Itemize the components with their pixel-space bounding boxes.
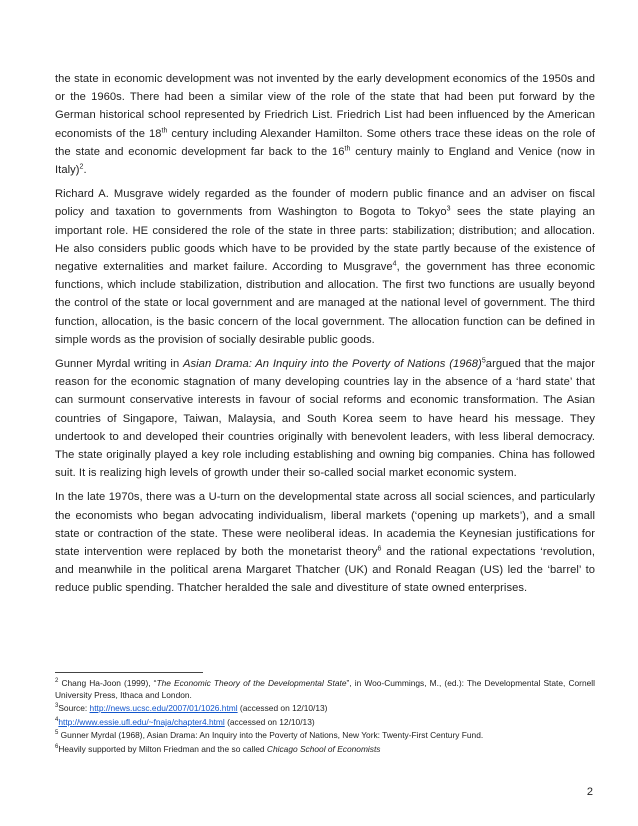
footnote-6 bbox=[55, 744, 595, 756]
text-run: and the rational expectations ‘revolution, and meanwhile in the political arena Margaret Thatcher (UK) and Ronald Reagan (US) led the ‘barrel’ to reduce public spending. Thatcher heralded the sale and divestiture of state owned enterprises. bbox=[55, 546, 595, 595]
text-run: Chang Ha-Joon (1999), “ bbox=[58, 678, 157, 688]
footnote-2 bbox=[55, 678, 595, 701]
italic-text: Chicago School of Economists bbox=[266, 743, 381, 754]
text-run: (accessed on 12/10/13) bbox=[237, 703, 328, 714]
footnote-marker: 3 bbox=[446, 205, 451, 213]
text-run: Richard A. Musgrave widely regarded as the founder of modern public finance and an adviser on fiscal policy and taxation to governments from Washington to Bogota to Tokyo bbox=[55, 188, 595, 219]
italic-text: The Economic Theory of the Developmental State bbox=[156, 678, 347, 688]
footnote-marker: 5 bbox=[55, 730, 59, 737]
italic-text: Asian Drama: An Inquiry into the Poverty of Nations (1968) bbox=[182, 358, 482, 371]
text-run: Source: bbox=[58, 703, 90, 714]
text-run: Gunner Myrdal (1968), Asian Drama: An Inquiry into the Poverty of Nations, New York: Twenty-First Century Fund. bbox=[58, 730, 484, 741]
text-run: argued that the major reason for the economic stagnation of many developing countries lay in the absence of a ‘hard state’ that can surmount conservative interests in favour of social reforms and economic transformation. The Asian countries of Singapore, Taiwan, Malaysia, and South Korea seem to have heard his message. They undertook to and developed their countries originally with benevolent leaders, with less liberal democracy. The state originally played a key role including establishing and owning big companies. China has followed suit. It is realizing high levels of growth under their so-called social market economic system. bbox=[55, 358, 595, 480]
footnote-marker: 2 bbox=[55, 678, 59, 685]
reference-link[interactable]: http://www.essie.ufl.edu/~fnaja/chapter4.html bbox=[58, 716, 225, 727]
footnote-marker: 4 bbox=[392, 260, 397, 268]
text-run: In the late 1970s, there was a U-turn on the developmental state across all social sciences, and particularly the economists who began advocating individualism, liberal markets (‘opening up markets’), and a small state or contraction of the state. These were neoliberal ideas. In academia the Keynesian justifications for state intervention were replaced by both the monetarist theory bbox=[55, 491, 595, 559]
text-run: century mainly to England and Venice (now in Italy) bbox=[55, 145, 595, 177]
text-run: , the government has three economic functions, which include stabilization, distribution and allocation. The first two functions are usually beyond the control of the state or local government and are managed at the national level of government. The third function, allocation, is the basic concern of the local government. The allocation function can be defined in simple words as the provision of socially desirable public goods. bbox=[55, 261, 595, 346]
paragraph-musgrave bbox=[55, 185, 595, 349]
footnote-marker: th bbox=[344, 145, 351, 153]
footnote-5 bbox=[55, 730, 595, 742]
text-run: ”, in Woo-Cummings, M., (ed.): The Developmental State, Cornell University Press, Ithaca and London. bbox=[55, 678, 595, 700]
footnote-marker: 3 bbox=[55, 703, 59, 710]
body-text bbox=[55, 70, 595, 604]
paragraph-state-development bbox=[55, 70, 595, 179]
text-run: century including Alexander Hamilton. Some others trace these ideas on the role of the state and economic development far back to the 16 bbox=[55, 127, 596, 158]
text-run: the state in economic development was not invented by the early development economics of the 1950s and or the 1960s. There had been a similar view of the role of the state that had been put forward by the German historical school represented by Friedrich List. Friedrich List had been influenced by the American economists of the 18 bbox=[55, 73, 595, 140]
paragraph-myrdal bbox=[55, 355, 595, 482]
text-run: Gunner Myrdal writing in bbox=[55, 358, 183, 371]
text-run: . bbox=[83, 164, 87, 177]
footnote-marker: 5 bbox=[481, 357, 486, 365]
footnote-marker: 6 bbox=[377, 545, 382, 553]
paragraph-neoliberal-turn bbox=[55, 488, 595, 597]
reference-link[interactable]: http://news.ucsc.edu/2007/01/1026.html bbox=[89, 703, 238, 714]
footnote-separator bbox=[55, 672, 203, 673]
text-run: sees the state playing an important role. HE considered the role of the state in three parts: stabilization; distribution; and allocation. He also considers public goods which have to be provided by the state partly because of the existence of negative externalities and market failure. According to Musgrave bbox=[55, 206, 595, 274]
footnote-4 bbox=[55, 717, 595, 729]
footnote-marker: 4 bbox=[55, 716, 59, 723]
footnote-3 bbox=[55, 703, 595, 715]
text-run: Heavily supported by Milton Friedman and the so called bbox=[58, 743, 267, 754]
page-number: 2 bbox=[586, 786, 593, 798]
text-run: (accessed on 12/10/13) bbox=[224, 716, 315, 727]
footnotes bbox=[55, 678, 595, 758]
footnote-marker: 2 bbox=[79, 163, 84, 171]
footnote-marker: th bbox=[161, 126, 168, 134]
footnote-marker: 6 bbox=[55, 744, 59, 751]
